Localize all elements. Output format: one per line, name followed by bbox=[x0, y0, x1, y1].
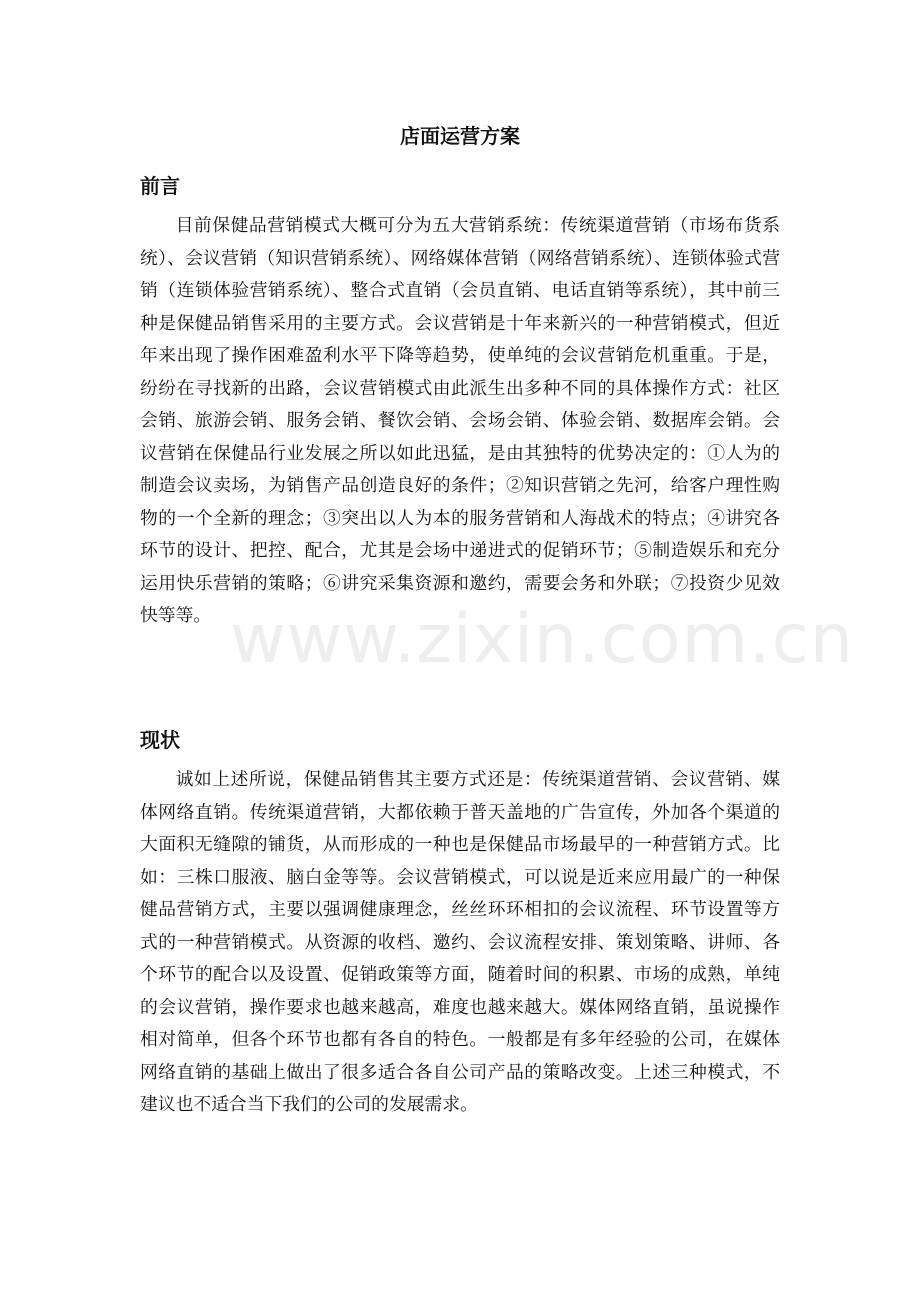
watermark: www.zixin.com.cn bbox=[230, 600, 854, 679]
section-heading-status: 现状 bbox=[140, 728, 180, 752]
document-title: 店面运营方案 bbox=[400, 124, 520, 148]
section-paragraph-status: 诚如上述所说，保健品销售其主要方式还是：传统渠道营销、会议营销、媒体网络直销。传统渠道营销，大都依赖于普天盖地的广告宣传，外加各个渠道的大面积无缝隙的铺货，从而形成的一种也是保健品市场最早的一种营销方式。比如：三株口服液、脑白金等等。会议营销模式，可以说是近来应用最广的一种保健品营销方式，主要以强调健康理念，丝丝环环相扣的会议流程、环节设置等方式的一种营销模式。从资源的收档、邀约、会议流程安排、策划策略、讲师、各个环节的配合以及设置、促销政策等方面，随着时间的积累、市场的成熟，单纯的会议营销，操作要求也越来越高，难度也越来越大。媒体网络直销，虽说操作相对简单，但各个环节也都有各自的特色。一般都是有多年经验的公司，在媒体网络直销的基础上做出了很多适合各自公司产品的策略改变。上述三种模式，不建议也不适合当下我们的公司的发展需求。 bbox=[140, 769, 780, 1115]
section-heading-preface: 前言 bbox=[140, 174, 180, 198]
section-paragraph-preface: 目前保健品营销模式大概可分为五大营销系统：传统渠道营销（市场布货系统）、会议营销（知识营销系统）、网络媒体营销（网络营销系统）、连锁体验式营销（连锁体验营销系统）、整合式直销（会员直销、电话直销等系统），其中前三种是保健品销售采用的主要方式。会议营销是十年来新兴的一种营销模式，但近年来出现了操作困难盈利水平下降等趋势，使单纯的会议营销危机重重。于是，纷纷在寻找新的出路，会议营销模式由此派生出多种不同的具体操作方式：社区会销、旅游会销、服务会销、餐饮会销、会场会销、体验会销、数据库会销。会议营销在保健品行业发展之所以如此迅猛，是由其独特的优势决定的：①人为的制造会议卖场，为销售产品创造良好的条件；②知识营销之先河，给客户理性购物的一个全新的理念；③突出以人为本的服务营销和人海战术的特点；④讲究各环节的设计、把控、配合，尤其是会场中递进式的促销环节；⑤制造娱乐和充分运用快乐营销的策略；⑥讲究采集资源和邀约，需要会务和外联；⑦投资少见效快等等。 bbox=[140, 215, 780, 626]
